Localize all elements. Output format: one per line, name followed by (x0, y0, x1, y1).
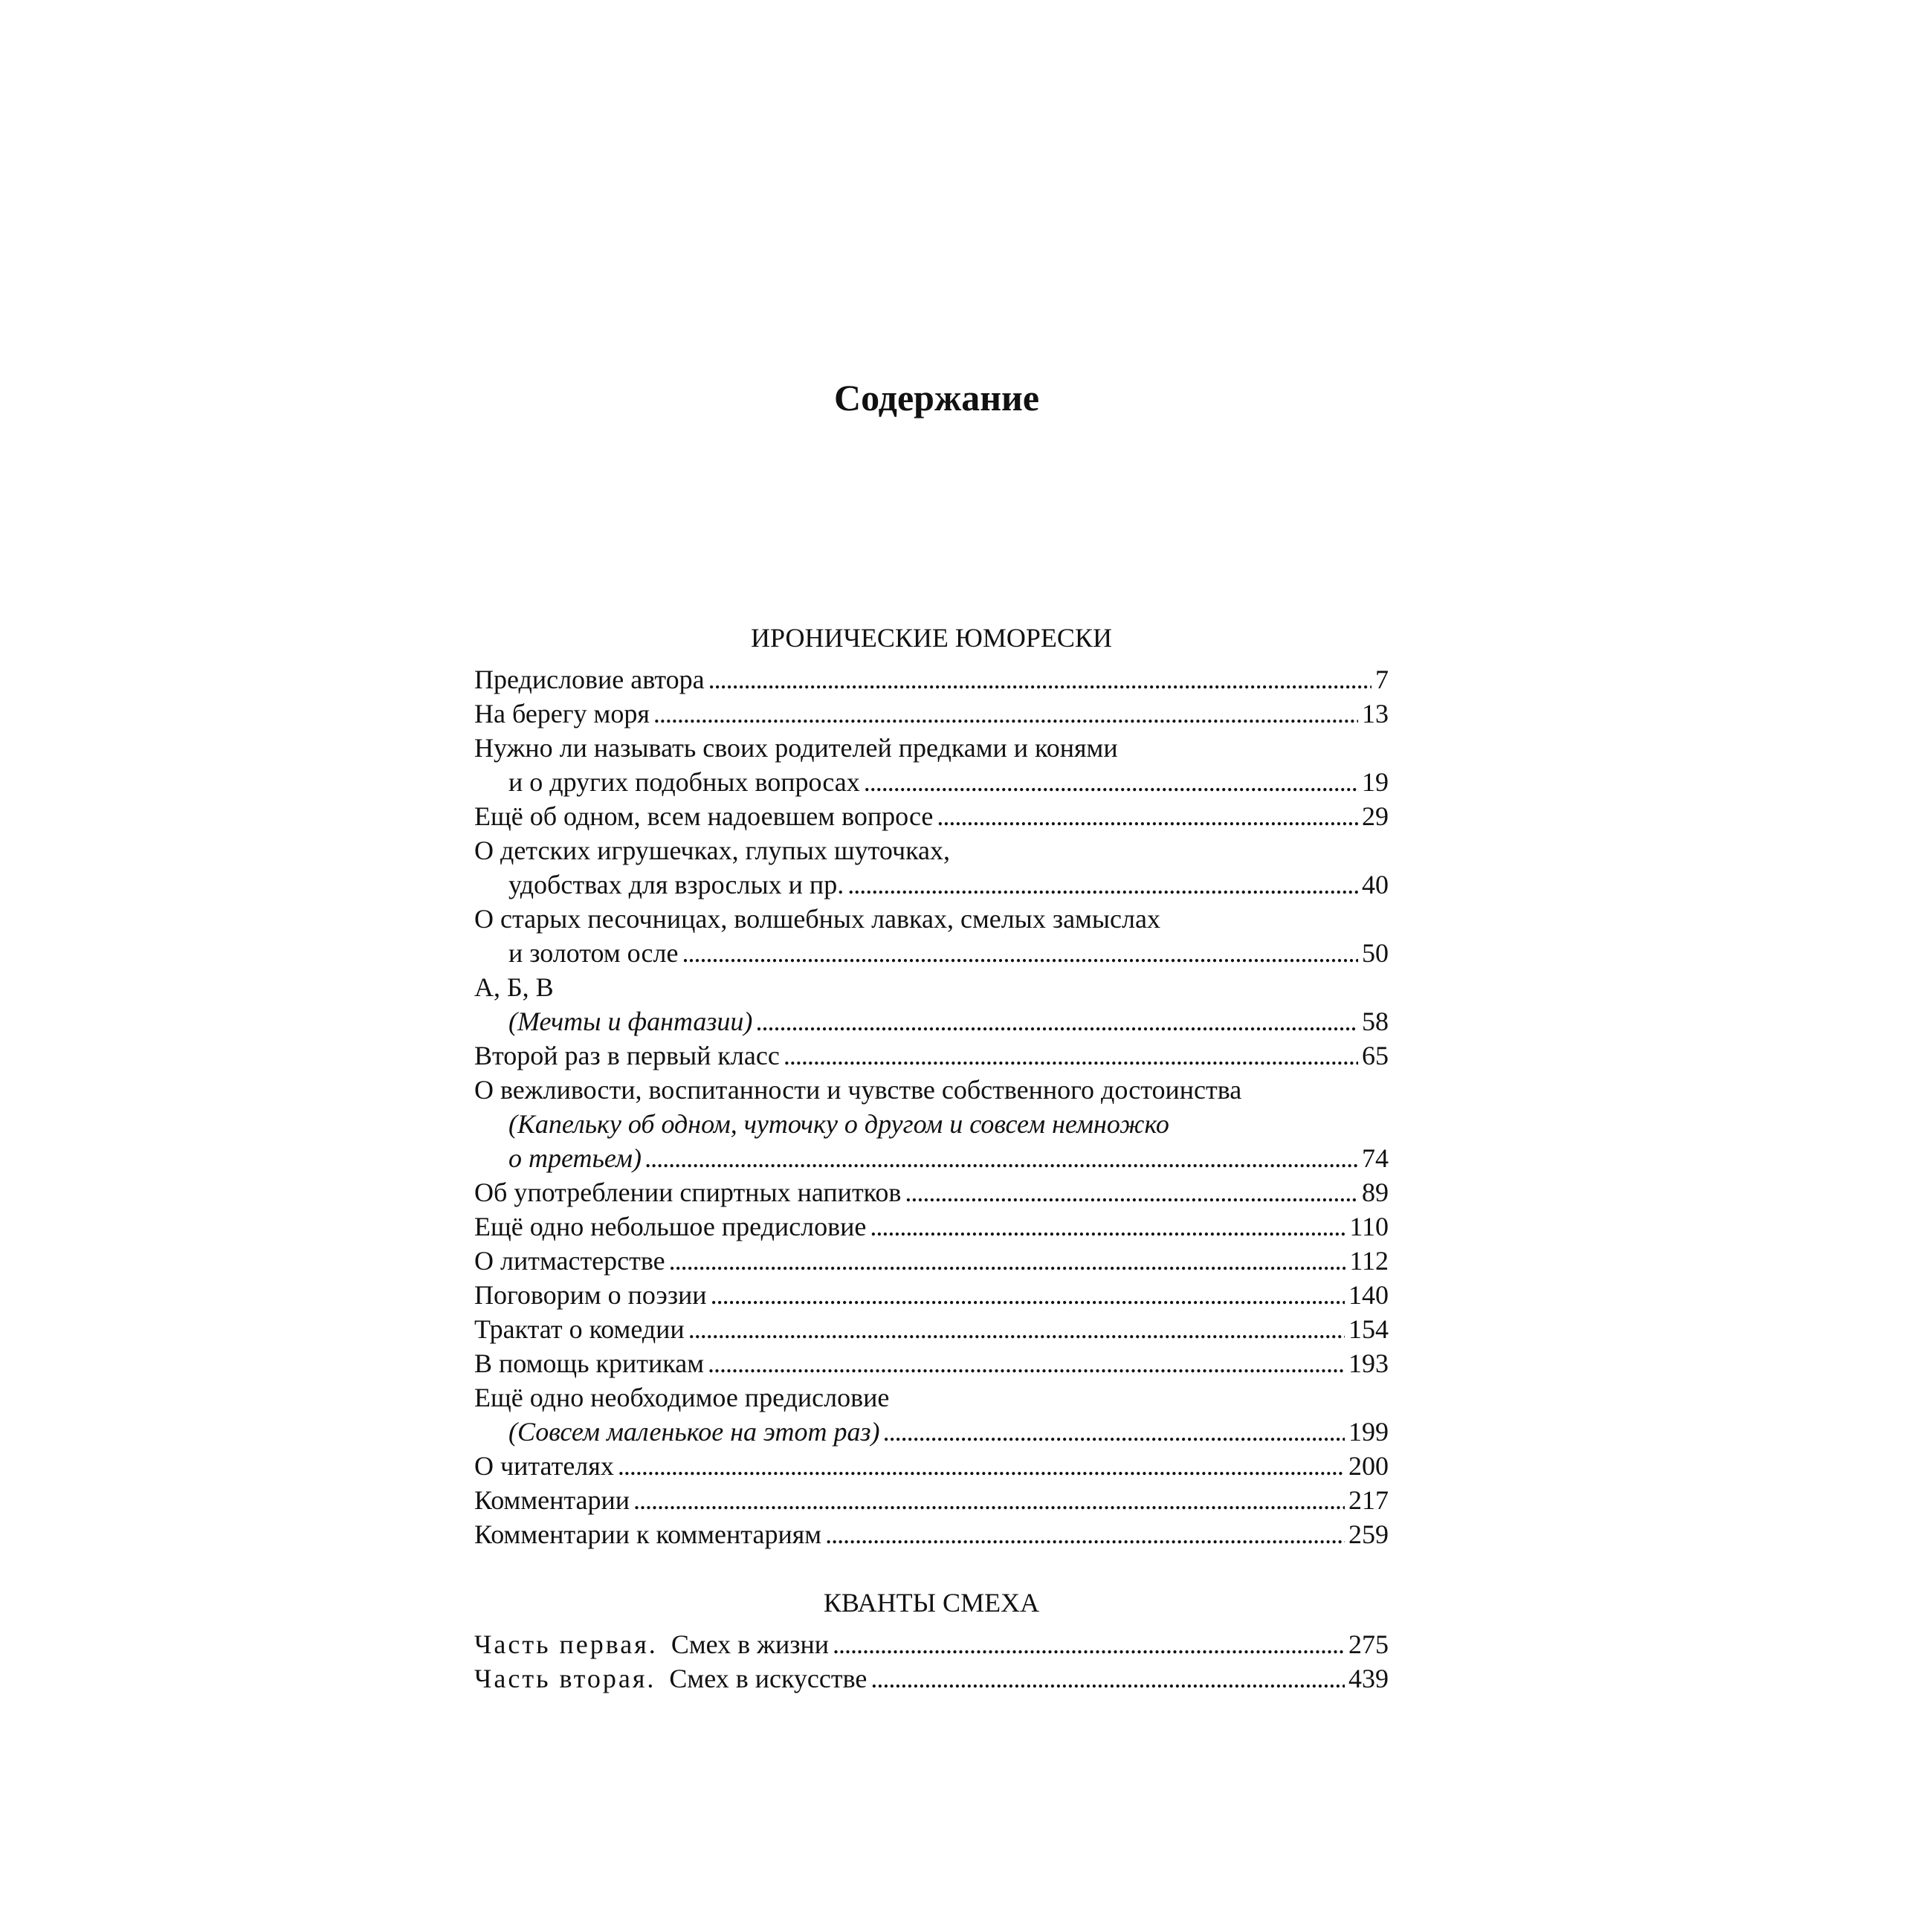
dot-leader (708, 662, 1372, 697)
toc-entry-title: Поговорим о поэзии (474, 1280, 707, 1310)
toc-page-number: 259 (1348, 1519, 1389, 1549)
toc-page-number: 40 (1362, 870, 1389, 899)
toc-entry-title: А, Б, В (474, 972, 554, 1002)
toc-page-number: 19 (1362, 767, 1389, 797)
toc-entry-title: Смех в искусстве (669, 1664, 868, 1693)
toc-entry[interactable] (474, 1278, 1389, 1312)
toc-entry[interactable] (474, 662, 1389, 697)
dot-leader (937, 799, 1358, 833)
toc-entry-first-line[interactable] (474, 1073, 1389, 1107)
toc-page-number: 140 (1348, 1280, 1389, 1310)
toc-page-number: 275 (1348, 1629, 1389, 1659)
toc-entry-title: О вежливости, воспитанности и чувстве собственного достоинства (474, 1075, 1242, 1105)
toc-entry-title: Нужно ли называть своих родителей предками и конями (474, 733, 1118, 763)
toc-entry[interactable] (474, 1209, 1389, 1244)
toc-entry-subtitle[interactable] (474, 1415, 1389, 1449)
toc-entry-first-line[interactable] (474, 902, 1389, 936)
toc-entry-title: О литмастерстве (474, 1246, 665, 1276)
dot-leader (784, 1038, 1358, 1073)
section-heading-quanta-of-laughter: КВАНТЫ СМЕХА (823, 1588, 1040, 1618)
dot-leader (708, 1346, 1345, 1380)
toc-page-number: 74 (1362, 1143, 1389, 1173)
page-title: Содержание (833, 377, 1040, 419)
toc-entry-title-wrapper (474, 1627, 829, 1661)
toc-entry-subtitle[interactable] (474, 1141, 1389, 1175)
dot-leader (870, 1209, 1345, 1244)
toc-entry[interactable] (474, 1346, 1389, 1380)
toc-entry-title: Ещё одно необходимое предисловие (474, 1383, 890, 1412)
toc-entry[interactable] (474, 1449, 1389, 1483)
dot-leader (905, 1175, 1358, 1209)
toc-entry-title: о третьем) (508, 1143, 642, 1173)
dot-leader (847, 868, 1358, 902)
toc-entry-subtitle[interactable] (474, 1107, 1389, 1141)
toc-entry-continuation[interactable] (474, 936, 1389, 970)
toc-entry-first-line[interactable] (474, 731, 1389, 765)
part-label: Часть первая. (474, 1629, 658, 1659)
toc-entry-subtitle[interactable] (474, 1004, 1389, 1038)
dot-leader (711, 1278, 1345, 1312)
toc-entry-title: Ещё одно небольшое предисловие (474, 1212, 867, 1241)
toc-list-quanta-of-laughter (474, 1627, 1389, 1696)
toc-entry-first-line[interactable] (474, 970, 1389, 1004)
dot-leader (870, 1661, 1345, 1696)
toc-page-number: 112 (1349, 1246, 1389, 1276)
toc-page-number: 154 (1348, 1314, 1389, 1344)
dot-leader (825, 1517, 1345, 1551)
toc-entry[interactable] (474, 1517, 1389, 1551)
section-spacer (474, 1551, 1389, 1586)
dot-leader (883, 1415, 1345, 1449)
toc-page-number: 439 (1348, 1664, 1389, 1693)
toc-entry-title: В помощь критикам (474, 1348, 704, 1378)
toc-entry-title: Смех в жизни (671, 1629, 829, 1659)
toc-page-number: 200 (1348, 1451, 1389, 1481)
dot-leader (682, 936, 1358, 970)
toc-entry-title: Об употреблении спиртных напитков (474, 1177, 902, 1207)
dot-leader (669, 1244, 1346, 1278)
section-heading-ironic-humoresques: ИРОНИЧЕСКИЕ ЮМОРЕСКИ (751, 623, 1112, 653)
toc-page-number: 193 (1348, 1348, 1389, 1378)
toc-entry-title: На берегу моря (474, 699, 650, 728)
toc-entry-title: Ещё об одном, всем надоевшем вопросе (474, 801, 934, 831)
toc-page-number: 89 (1362, 1177, 1389, 1207)
table-of-contents (474, 621, 1389, 1696)
toc-entry-title: Комментарии (474, 1485, 630, 1515)
dot-leader (688, 1312, 1345, 1346)
toc-entry-title: (Совсем маленькое на этот раз) (508, 1417, 880, 1447)
toc-entry-title-wrapper (474, 1661, 867, 1696)
dot-leader (864, 765, 1358, 799)
part-label: Часть вторая. (474, 1664, 656, 1693)
toc-page-number: 199 (1348, 1417, 1389, 1447)
toc-page-number: 110 (1349, 1212, 1389, 1241)
toc-page-number: 65 (1362, 1041, 1389, 1070)
toc-entry[interactable] (474, 1312, 1389, 1346)
toc-entry[interactable] (474, 1038, 1389, 1073)
toc-entry[interactable] (474, 697, 1389, 731)
toc-entry-continuation[interactable] (474, 868, 1389, 902)
toc-entry-title: и о других подобных вопросах (508, 767, 860, 797)
toc-entry-title: и золотом осле (508, 938, 679, 968)
toc-page-number: 58 (1362, 1007, 1389, 1036)
toc-entry-title: удобствах для взрослых и пр. (508, 870, 844, 899)
dot-leader (618, 1449, 1345, 1483)
toc-page-number: 29 (1362, 801, 1389, 831)
toc-entry-title: О читателях (474, 1451, 614, 1481)
toc-entry-first-line[interactable] (474, 1380, 1389, 1415)
toc-entry-title: Второй раз в первый класс (474, 1041, 780, 1070)
dot-leader (756, 1004, 1358, 1038)
dot-leader (645, 1141, 1358, 1175)
toc-entry-first-line[interactable] (474, 833, 1389, 868)
toc-entry[interactable] (474, 1175, 1389, 1209)
toc-entry-title: Трактат о комедии (474, 1314, 685, 1344)
toc-page-number: 50 (1362, 938, 1389, 968)
toc-entry-title: Предисловие автора (474, 665, 705, 694)
toc-entry[interactable] (474, 1627, 1389, 1661)
dot-leader (833, 1627, 1345, 1661)
toc-page-number: 13 (1362, 699, 1389, 728)
toc-entry[interactable] (474, 1244, 1389, 1278)
toc-entry-title: О старых песочницах, волшебных лавках, смелых замыслах (474, 904, 1160, 934)
toc-entry-title: (Мечты и фантазии) (508, 1007, 753, 1036)
toc-page-number: 217 (1348, 1485, 1389, 1515)
toc-entry[interactable] (474, 1483, 1389, 1517)
toc-entry-continuation[interactable] (474, 765, 1389, 799)
toc-page-number: 7 (1375, 665, 1389, 694)
toc-entry-title: Комментарии к комментариям (474, 1519, 822, 1549)
toc-entry-title: О детских игрушечках, глупых шуточках, (474, 836, 951, 865)
toc-entry[interactable] (474, 1661, 1389, 1696)
toc-list-ironic-humoresques (474, 662, 1389, 1551)
dot-leader (653, 697, 1358, 731)
toc-entry[interactable] (474, 799, 1389, 833)
toc-entry-title: (Капельку об одном, чуточку о другом и совсем немножко (508, 1109, 1169, 1139)
dot-leader (633, 1483, 1345, 1517)
